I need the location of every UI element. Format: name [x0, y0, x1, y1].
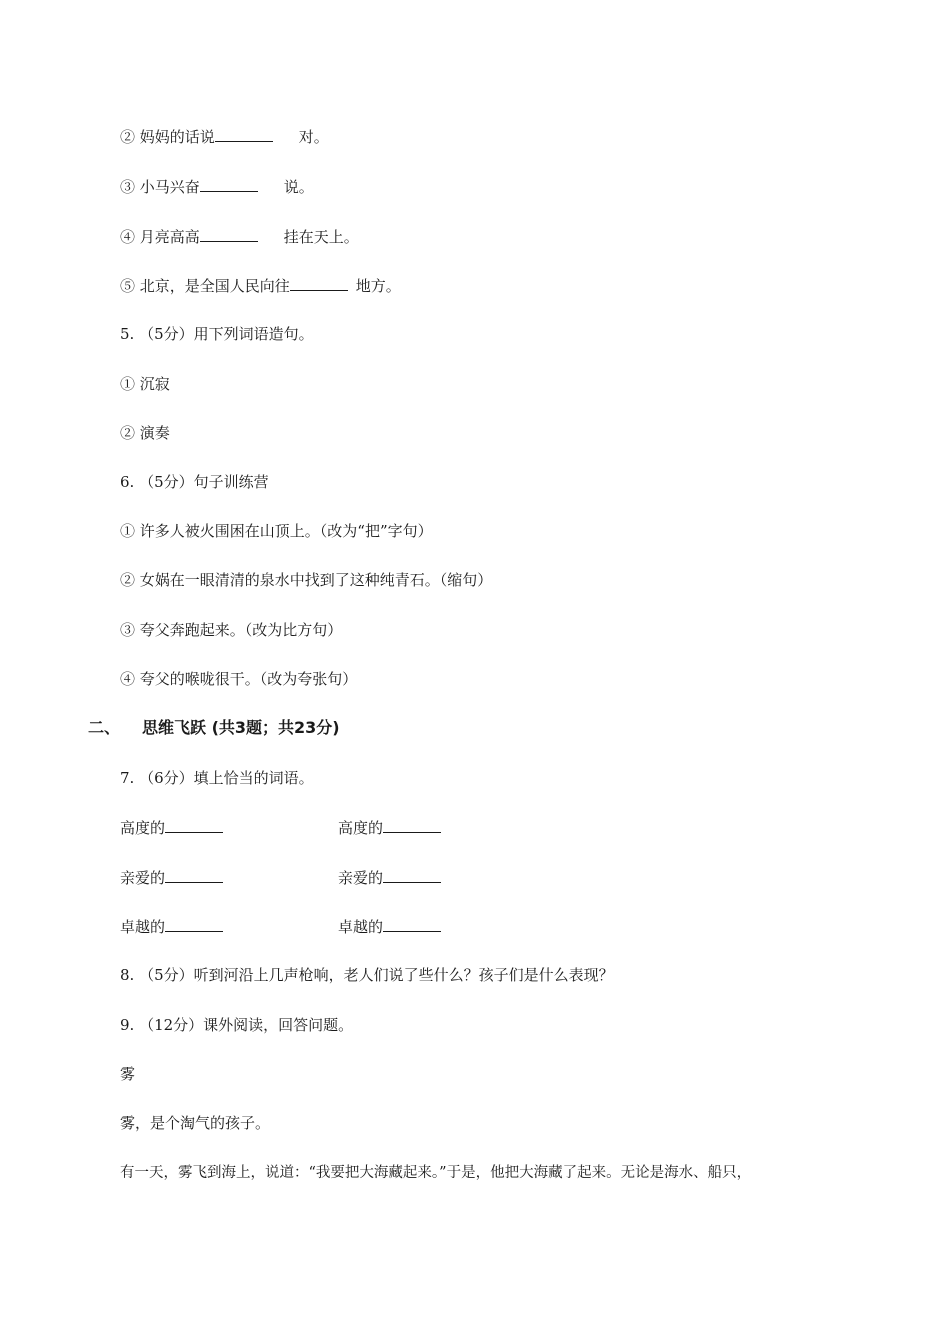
fill-blank[interactable] [165, 817, 223, 833]
q6-item-2: ② 女娲在一眼清清的泉水中找到了这种纯青石。（缩句） [120, 571, 493, 589]
q9-title: 9. （12分）课外阅读，回答问题。 [120, 1016, 354, 1034]
q7-row-1-left-label: 高度的 [120, 819, 166, 837]
q7-row-1 [120, 817, 520, 838]
fill-blank[interactable] [200, 226, 258, 242]
fill-blank[interactable] [290, 275, 348, 291]
q6-item-3: ③ 夸父奔跑起来。（改为比方句） [120, 621, 343, 639]
q4-item-5 [120, 275, 401, 296]
passage-paragraph-2: 有一天，雾飞到海上，说道：“我要把大海藏起来。”于是，他把大海藏了起来。无论是海水、船只， [120, 1165, 752, 1181]
passage-paragraph-1: 雾，是个淘气的孩子。 [120, 1114, 271, 1132]
q4-item-2 [120, 126, 329, 147]
q5-item-2: ② 演奏 [120, 424, 170, 442]
q7-row-3-right-label: 卓越的 [338, 918, 384, 936]
q6-item-4: ④ 夸父的喉咙很干。（改为夸张句） [120, 670, 358, 688]
fill-blank[interactable] [383, 916, 441, 932]
q4-item-2-before: ② 妈妈的话说 [120, 128, 215, 146]
q7-row-3-left-label: 卓越的 [120, 918, 166, 936]
fill-blank[interactable] [165, 916, 223, 932]
fill-blank[interactable] [215, 126, 273, 142]
q4-item-3-before: ③ 小马兴奋 [120, 178, 200, 196]
q4-item-4-before: ④ 月亮高高 [120, 228, 200, 246]
q6-title: 6. （5分）句子训练营 [120, 473, 269, 491]
section-heading [88, 717, 340, 739]
passage-title: 雾 [120, 1065, 136, 1083]
fill-blank[interactable] [200, 176, 258, 192]
q7-title: 7. （6分）填上恰当的词语。 [120, 769, 314, 787]
q6-item-1: ① 许多人被火围困在山顶上。（改为“把”字句） [120, 522, 433, 540]
q4-item-2-after: 对。 [298, 128, 329, 146]
q5-title: 5. （5分）用下列词语造句。 [120, 325, 314, 343]
fill-blank[interactable] [383, 867, 441, 883]
q4-item-3 [120, 176, 314, 197]
q7-row-2 [120, 867, 520, 888]
q4-item-4-after: 挂在天上。 [283, 228, 359, 246]
q4-item-3-after: 说。 [283, 178, 314, 196]
q7-row-2-left-label: 亲爱的 [120, 869, 166, 887]
fill-blank[interactable] [383, 817, 441, 833]
q4-item-5-after: 地方。 [355, 277, 401, 295]
q5-item-1: ① 沉寂 [120, 375, 170, 393]
q8-title: 8. （5分）听到河沿上几声枪响，老人们说了些什么？孩子们是什么表现？ [120, 966, 614, 984]
section-number: 二、 [88, 718, 121, 737]
fill-blank[interactable] [165, 867, 223, 883]
section-title: 思维飞跃 (共3题；共23分) [142, 718, 340, 737]
q7-row-1-right-label: 高度的 [338, 819, 384, 837]
q7-row-3 [120, 916, 520, 937]
q4-item-4 [120, 226, 359, 247]
q4-item-5-before: ⑤ 北京，是全国人民向往 [120, 277, 290, 295]
q7-row-2-right-label: 亲爱的 [338, 869, 384, 887]
